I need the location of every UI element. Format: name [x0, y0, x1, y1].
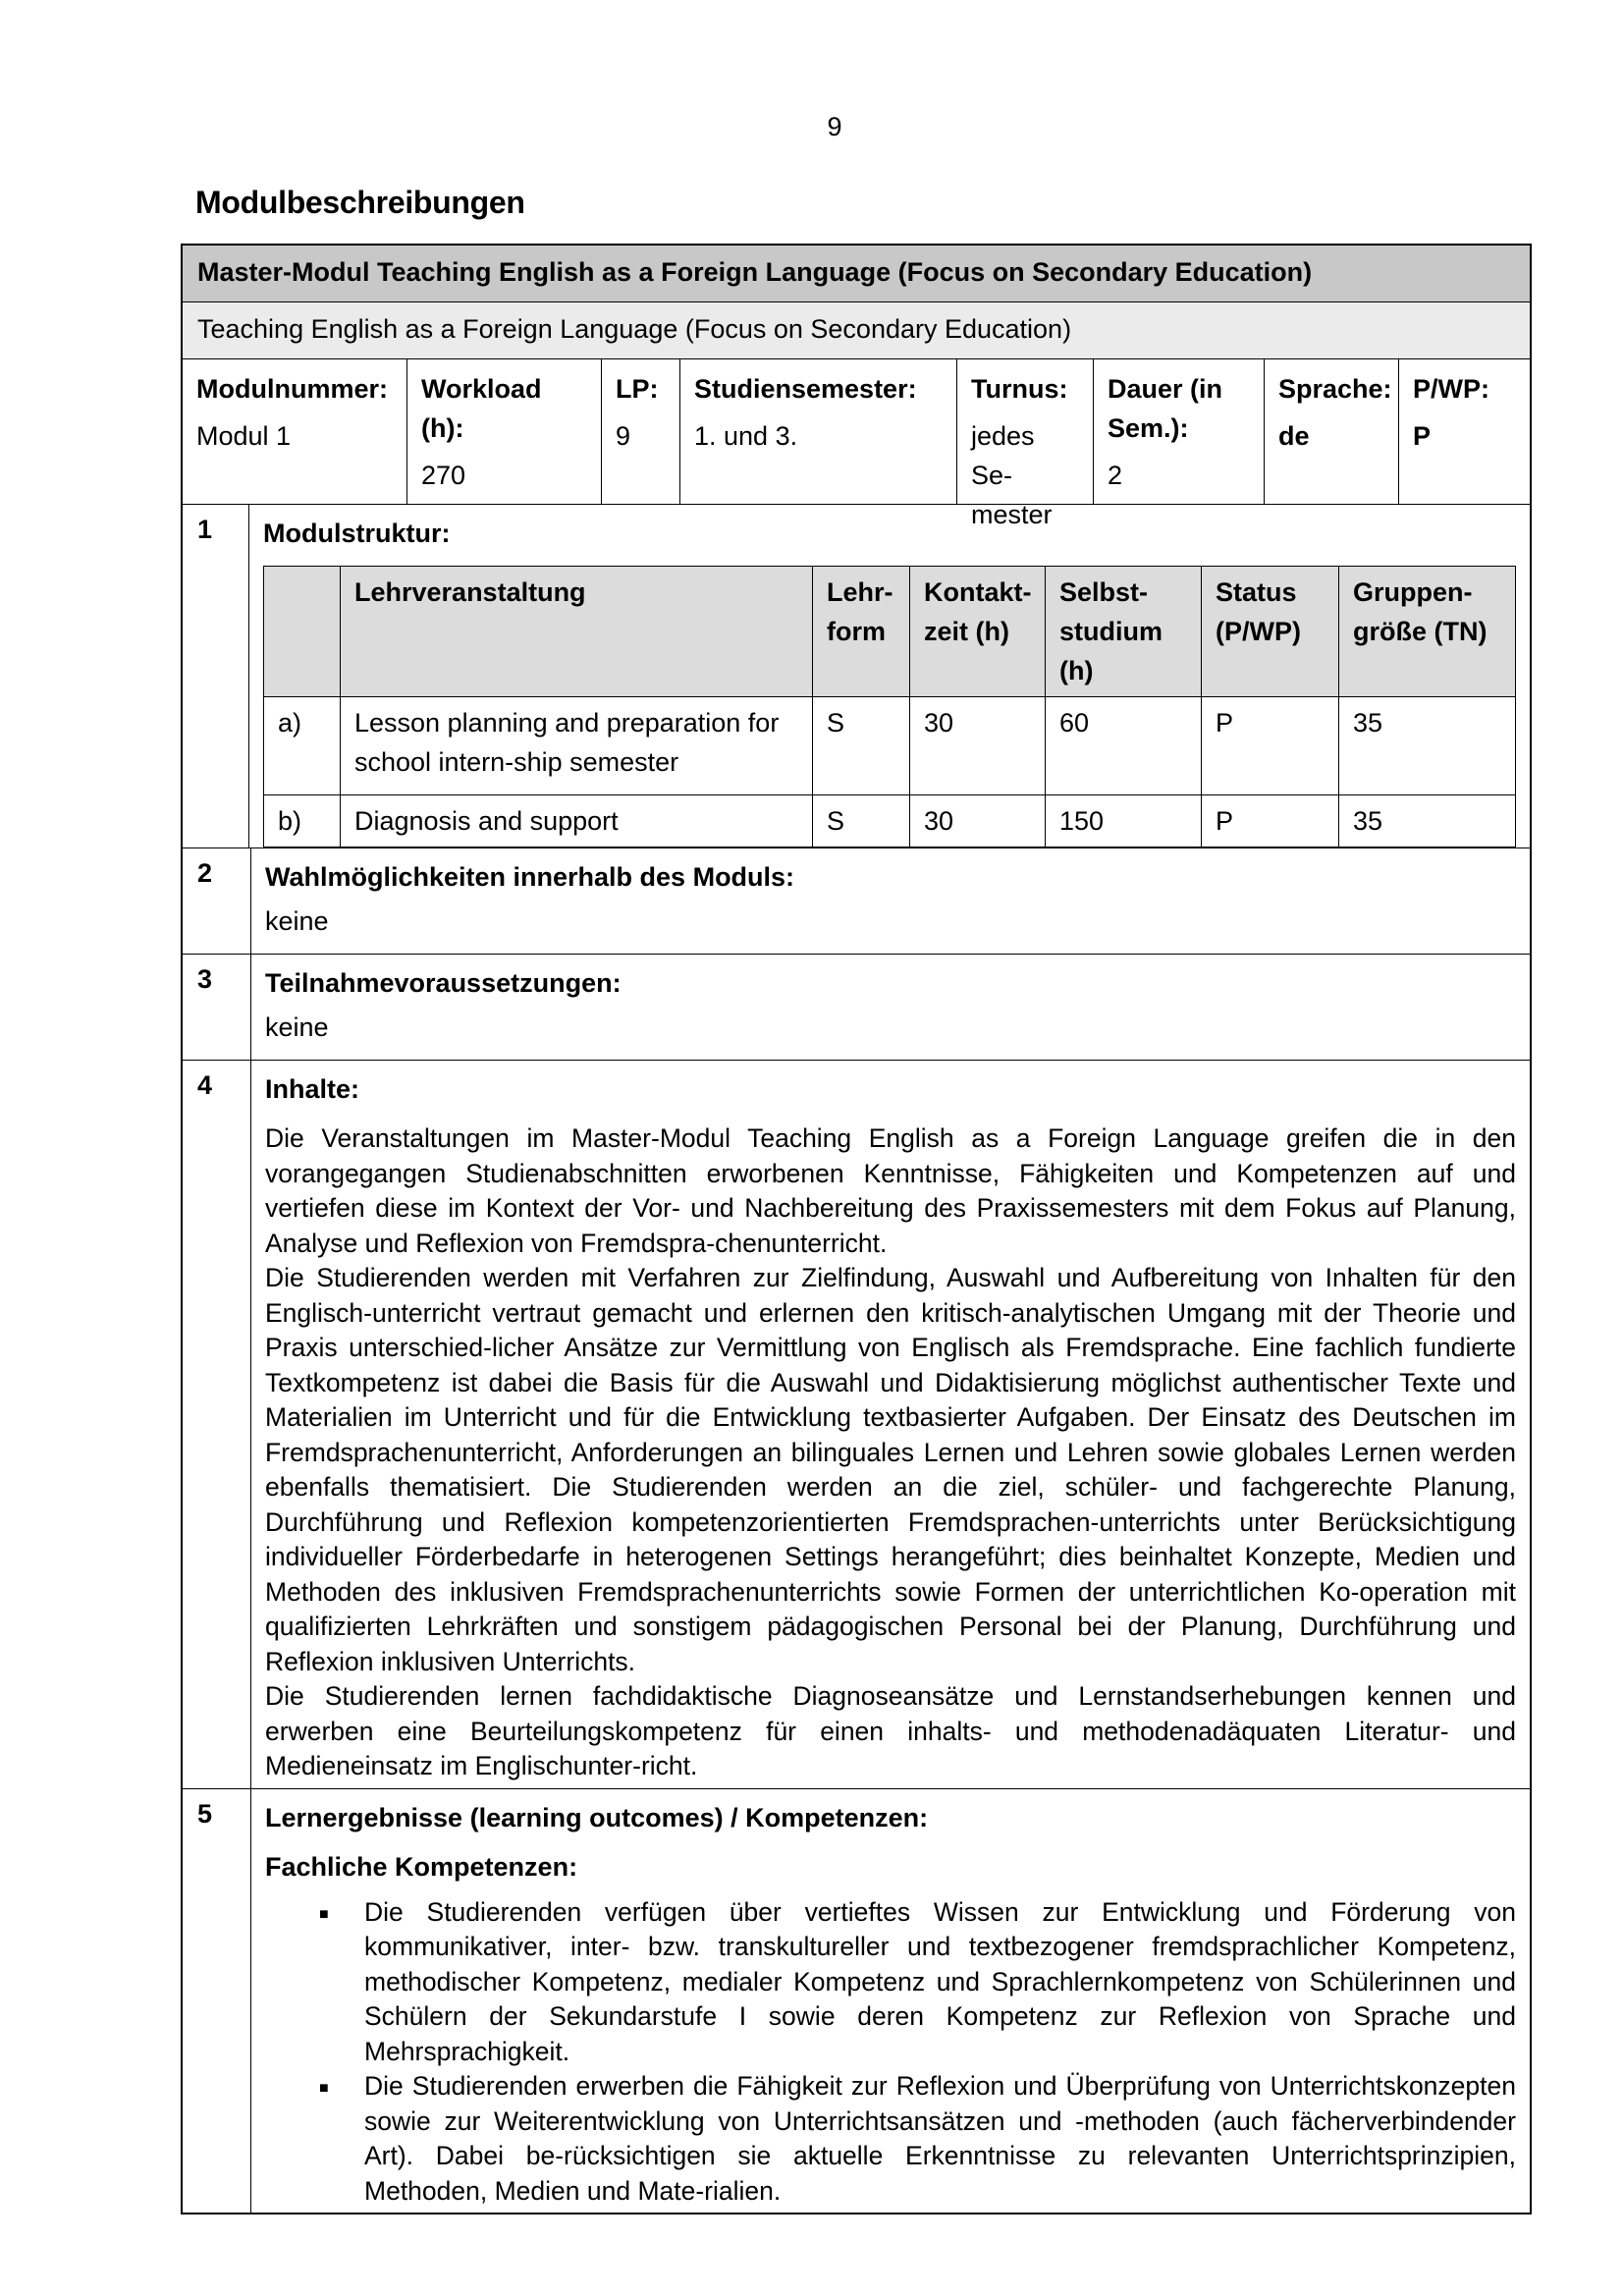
table-cell: 30	[910, 697, 1046, 795]
section-body	[251, 1789, 1530, 2214]
course-table	[263, 566, 1516, 847]
section-text	[265, 1121, 1516, 1784]
section-number: 2	[183, 848, 251, 954]
meta-label: Studiensemester:	[694, 374, 917, 404]
column-header: Status (P/WP)	[1202, 567, 1339, 697]
module-title: Master-Modul Teaching English as a Foreign Language (Focus on Secondary Education)	[183, 246, 1530, 302]
section-title: Lernergebnisse (learning outcomes) / Kompetenzen:	[265, 1802, 929, 1832]
meta-cell-modulnummer	[183, 359, 407, 504]
column-header: Selbst-studium (h)	[1046, 567, 1202, 697]
meta-label: P/WP:	[1413, 374, 1489, 404]
competence-list	[265, 1895, 1516, 2210]
section-text: keine	[265, 1012, 329, 1042]
meta-label: Turnus:	[971, 374, 1068, 404]
table-cell: Lesson planning and preparation for school intern-ship semester	[341, 697, 813, 795]
meta-cell-studiensemester	[680, 359, 957, 504]
square-bullet-icon: ■	[319, 2080, 329, 2097]
meta-label: LP:	[616, 374, 659, 404]
page-number: 9	[827, 112, 842, 141]
table-cell: S	[813, 697, 910, 795]
table-cell: 150	[1046, 795, 1202, 847]
meta-cell-turnus	[957, 359, 1094, 529]
table-cell: P	[1202, 697, 1339, 795]
meta-cell-workload	[407, 359, 602, 504]
list-item-text: Die Studierenden erwerben die Fähigkeit zur Reflexion und Überprüfung von Unterrichtskonzepten sowie zur Weiterentwicklung von Unterrichtsansätzen und -methoden (auch fächerverbindender Art). Dabei be-rücksichtigen sie aktuelle Erkenntnisse zu relevanten Unterrichtsprinzipien, Methoden, Medien und Mate-rialien.	[364, 2071, 1516, 2206]
meta-value: Modul 1	[196, 421, 292, 451]
section-number: 1	[183, 505, 249, 847]
section-1	[183, 505, 1530, 848]
meta-cell-lp	[602, 359, 680, 504]
table-cell: P	[1202, 795, 1339, 847]
section-body	[249, 505, 1530, 847]
section-3	[183, 955, 1530, 1061]
paragraph: Die Studierenden lernen fachdidaktische Diagnoseansätze und Lernstandserhebungen kennen und erwerben eine Beurteilungskompetenz für einen inhalts- und methodenadäquaten Literatur- und Medieneinsatz im Englischunter-richt.	[265, 1681, 1516, 1780]
meta-value: de	[1278, 421, 1310, 451]
table-cell: Diagnosis and support	[341, 795, 813, 847]
table-row	[264, 795, 1516, 847]
column-header: Lehr-form	[813, 567, 910, 697]
section-5	[183, 1789, 1530, 2214]
column-header: Lehrveranstaltung	[341, 567, 813, 697]
table-cell: 60	[1046, 697, 1202, 795]
section-number: 3	[183, 955, 251, 1060]
list-item-text: Die Studierenden verfügen über vertieftes Wissen zur Entwicklung und Förderung von kommunikativer, inter- bzw. transkultureller und textbezogener fremdsprachlicher Kompetenz, methodischer Kompetenz, medialer Kompetenz und Sprachlernkompetenz von Schülerinnen und Schülern der Sekundarstufe I sowie deren Kompetenz zur Reflexion von Sprache und Mehrsprachigkeit.	[364, 1896, 1516, 2066]
list-item	[265, 1895, 1516, 2070]
table-cell: 35	[1339, 795, 1516, 847]
meta-value: P	[1413, 421, 1432, 451]
section-2	[183, 848, 1530, 955]
meta-cell-sprache	[1265, 359, 1399, 504]
column-header	[264, 567, 341, 697]
list-item	[265, 2069, 1516, 2209]
paragraph: Die Veranstaltungen im Master-Modul Teaching English as a Foreign Language greifen die in den vorangegangen Studienabschnitten erworbenen Kenntnisse, Fähigkeiten und Kompetenzen auf und vertiefen diese im Kontext der Vor- und Nachbereitung des Praxissemesters mit dem Fokus auf Planung, Analyse und Reflexion von Fremdspra-chenunterricht.	[265, 1123, 1516, 1258]
table-cell: a)	[264, 697, 341, 795]
section-title: Modulstruktur:	[263, 519, 451, 548]
meta-value: 2	[1108, 461, 1123, 490]
meta-value: 1. und 3.	[694, 421, 798, 451]
meta-cell-pwp	[1399, 359, 1530, 504]
section-heading: Modulbeschreibungen	[195, 185, 525, 220]
section-title: Inhalte:	[265, 1074, 360, 1104]
section-number: 5	[183, 1789, 251, 2214]
table-row	[264, 697, 1516, 795]
section-title: Wahlmöglichkeiten innerhalb des Moduls:	[265, 862, 795, 892]
section-body	[251, 848, 1530, 954]
subsection-title: Fachliche Kompetenzen:	[265, 1851, 578, 1882]
table-cell: 35	[1339, 697, 1516, 795]
section-4	[183, 1061, 1530, 1789]
course-table-header	[264, 567, 1516, 697]
square-bullet-icon: ■	[319, 1905, 329, 1923]
column-header: Kontakt-zeit (h)	[910, 567, 1046, 697]
module-table	[181, 244, 1532, 2214]
section-title: Teilnahmevoraussetzungen:	[265, 968, 622, 998]
meta-label: Modulnummer:	[196, 374, 388, 404]
meta-label: Workload (h):	[421, 374, 542, 443]
table-cell: S	[813, 795, 910, 847]
meta-cell-dauer	[1094, 359, 1265, 504]
table-cell: b)	[264, 795, 341, 847]
meta-value: 270	[421, 461, 466, 490]
meta-value: jedes Se-mester	[971, 421, 1053, 529]
section-body	[251, 1061, 1530, 1788]
meta-label: Dauer (in Sem.):	[1108, 374, 1223, 443]
paragraph: Die Studierenden werden mit Verfahren zur Zielfindung, Auswahl und Aufbereitung von Inhalten für den Englisch-unterricht vertraut gemacht und erlernen den kritisch-analytischen Umgang mit der Theorie und Praxis unterschied-licher Ansätze zur Vermittlung von Englisch als Fremdsprache. Eine fachlich fundierte Textkompetenz ist dabei die Basis für die Auswahl und Didaktisierung möglichst authentischer Texte und Materialien im Unterricht und für die Entwicklung textbasierter Aufgaben. Der Einsatz des Deutschen im Fremdsprachenunterricht, Anforderungen an bilinguales Lernen und Lehren sowie globales Lernen werden ebenfalls thematisiert. Die Studierenden werden an die ziel, schüler- und fachgerechte Planung, Durchführung und Reflexion kompetenzorientierten Fremdsprachen-unterrichts unter Berücksichtigung individueller Förderbedarfe in heterogenen Settings herangeführt; dies beinhaltet Konzepte, Medien und Methoden des inklusiven Fremdsprachenunterrichts sowie Formen der unterrichtlichen Ko-operation mit qualifizierten Lehrkräften und sonstigem pädagogischen Personal bei der Planung, Durchführung und Reflexion inklusiven Unterrichts.	[265, 1263, 1516, 1676]
section-body	[251, 955, 1530, 1060]
meta-value: 9	[616, 421, 631, 451]
table-cell: 30	[910, 795, 1046, 847]
section-text: keine	[265, 906, 329, 936]
section-number: 4	[183, 1061, 251, 1788]
meta-label: Sprache:	[1278, 374, 1392, 404]
column-header: Gruppen-größe (TN)	[1339, 567, 1516, 697]
module-subtitle: Teaching English as a Foreign Language (Focus on Secondary Education)	[183, 302, 1530, 359]
module-meta-row	[183, 359, 1530, 529]
